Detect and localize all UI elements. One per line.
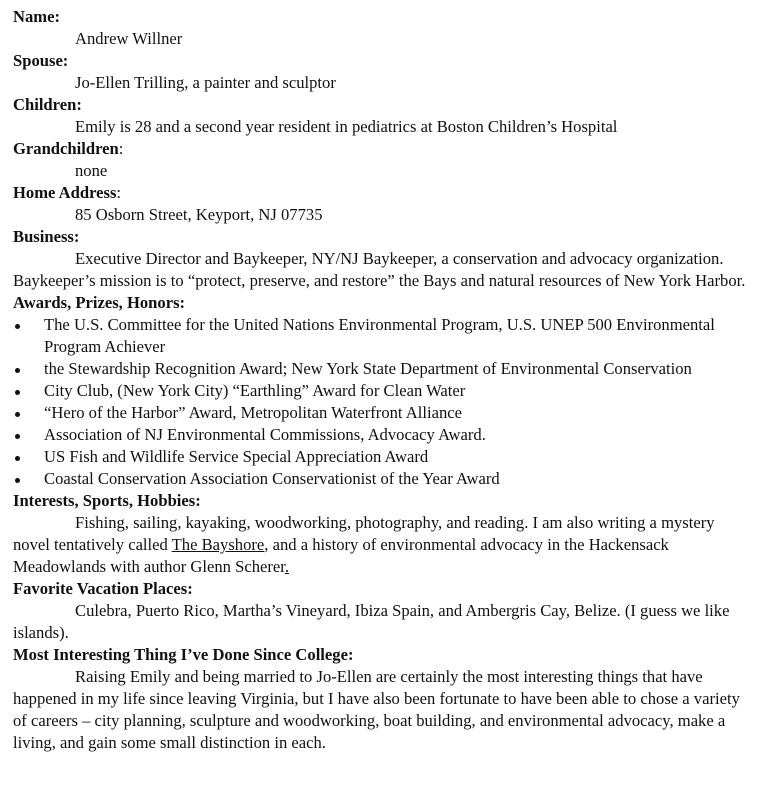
interests-end-mark: .	[284, 557, 290, 576]
name-label: Name:	[13, 7, 60, 26]
interests-paragraph	[13, 512, 760, 578]
interests-text-before: Fishing, sailing, kayaking, woodworking, photography, and reading. I am also writing a mystery novel tentatively called	[13, 513, 715, 554]
name-value: Andrew Willner	[75, 29, 183, 48]
most-interesting-section	[13, 644, 760, 754]
name-section	[13, 6, 760, 50]
grandchildren-label-colon: :	[118, 139, 124, 158]
award-item-text: US Fish and Wildlife Service Special Appreciation Award	[44, 447, 429, 466]
business-label: Business:	[13, 227, 80, 246]
business-paragraph: Executive Director and Baykeeper, NY/NJ Baykeeper, a conservation and advocacy organization. Baykeeper’s mission is to “protect, preserve, and restore” the Bays and natural resources of New York Harbor.	[13, 249, 746, 290]
award-item	[13, 446, 760, 468]
award-item-text: The U.S. Committee for the United Nations Environmental Program, U.S. UNEP 500 Environmental Program Achiever	[44, 315, 715, 356]
award-item-text: “Hero of the Harbor” Award, Metropolitan Waterfront Alliance	[44, 403, 462, 422]
grandchildren-label-text: Grandchildren	[13, 139, 119, 158]
most-interesting-label: Most Interesting Thing I’ve Done Since College:	[13, 645, 354, 664]
home-address-label-text: Home Address	[13, 183, 117, 202]
children-section	[13, 94, 760, 138]
vacation-section	[13, 578, 760, 644]
award-item	[13, 424, 760, 446]
home-address-label-colon: :	[116, 183, 122, 202]
award-item-text: the Stewardship Recognition Award; New York State Department of Environmental Conservation	[44, 359, 692, 378]
business-section	[13, 226, 760, 292]
children-label: Children:	[13, 95, 82, 114]
awards-list	[13, 314, 760, 490]
award-item	[13, 402, 760, 424]
spouse-section	[13, 50, 760, 94]
award-item-text: Coastal Conservation Association Conservationist of the Year Award	[44, 469, 500, 488]
vacation-paragraph: Culebra, Puerto Rico, Martha’s Vineyard, Ibiza Spain, and Ambergris Cay, Belize. (I guess we like islands).	[13, 601, 730, 642]
award-item	[13, 314, 760, 358]
home-address-section	[13, 182, 760, 226]
book-title: The Bayshore	[171, 535, 265, 554]
award-item-text: City Club, (New York City) “Earthling” Award for Clean Water	[44, 381, 466, 400]
interests-section	[13, 490, 760, 578]
award-item-text: Association of NJ Environmental Commissions, Advocacy Award.	[44, 425, 486, 444]
grandchildren-value: none	[75, 161, 108, 180]
award-item	[13, 358, 760, 380]
award-item	[13, 468, 760, 490]
spouse-label: Spouse:	[13, 51, 69, 70]
home-address-value: 85 Osborn Street, Keyport, NJ 07735	[75, 205, 323, 224]
children-value: Emily is 28 and a second year resident in pediatrics at Boston Children’s Hospital	[75, 117, 618, 136]
vacation-label: Favorite Vacation Places:	[13, 579, 193, 598]
awards-label: Awards, Prizes, Honors:	[13, 293, 186, 312]
awards-section	[13, 292, 760, 490]
interests-text-after: , and a history of environmental advocacy in the Hackensack Meadowlands with author Glenn Scherer	[13, 535, 669, 576]
award-item	[13, 380, 760, 402]
spouse-value: Jo-Ellen Trilling, a painter and sculptor	[75, 73, 336, 92]
most-interesting-paragraph: Raising Emily and being married to Jo-Ellen are certainly the most interesting things that have happened in my life since leaving Virginia, but I have also been fortunate to have been able to chose a variety of careers – city planning, sculpture and woodworking, boat building, and environmental advocacy, make a living, and gain some small distinction in each.	[13, 667, 740, 752]
interests-label: Interests, Sports, Hobbies:	[13, 491, 201, 510]
grandchildren-label	[13, 138, 760, 160]
grandchildren-section	[13, 138, 760, 182]
home-address-label	[13, 182, 760, 204]
